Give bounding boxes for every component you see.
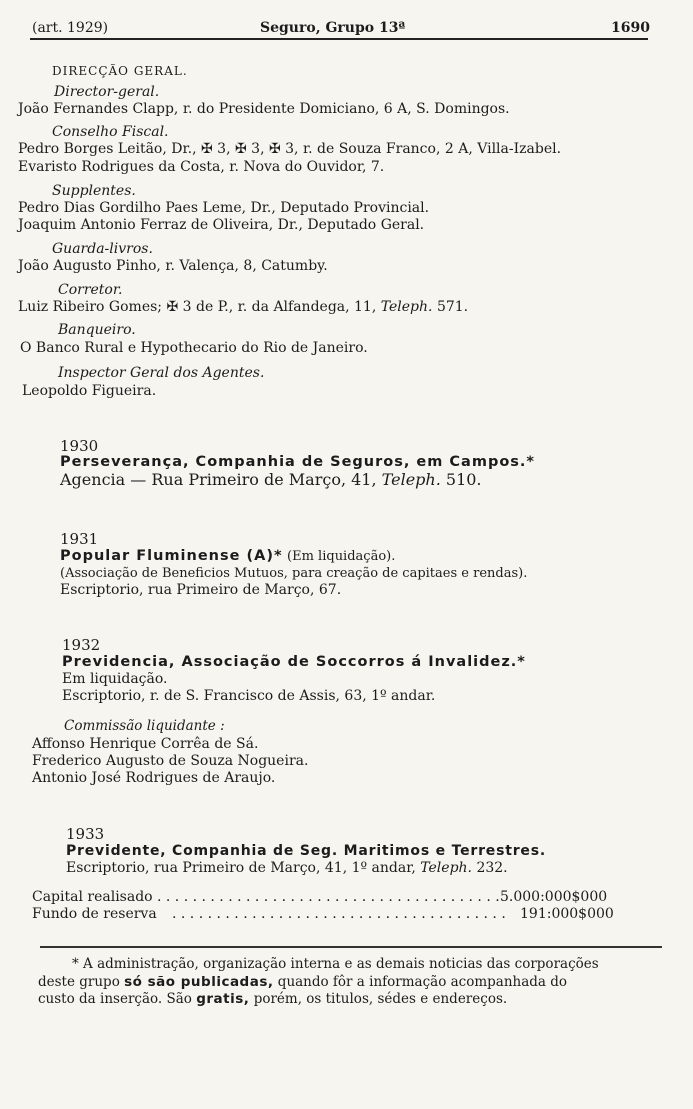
entry-number: 1931 (60, 530, 99, 548)
entry-address: Escriptorio, r. de S. Francisco de Assis, 63, 1º andar. (62, 688, 436, 704)
entry-address (66, 860, 508, 877)
commission-label: Commissão liquidante : (64, 718, 225, 734)
supplente-member: Joaquim Antonio Ferraz de Oliveira, Dr., Deputado Geral. (18, 217, 425, 233)
address-text: Escriptorio, rua Primeiro de Março, 41, 1º andar, (66, 860, 416, 876)
fundo-value: 191:000$000 (520, 906, 614, 922)
article-range: (art. 1929) (32, 20, 109, 36)
leader-dots: . . . . . . . . . . . . . . . . . . . . . . . . . . . . . . . . . . . . . . (172, 906, 506, 922)
entry-status: (Em liquidação). (287, 549, 396, 564)
corretor-text: Luiz Ribeiro Gomes; ✠ 3 de P., r. da Alfandega, 11, (18, 299, 377, 315)
commission-member: Frederico Augusto de Souza Nogueira. (32, 753, 309, 769)
entry-title: Previdente, Companhia de Seg. Maritimos e Terrestres. (66, 843, 546, 859)
capital-value: 5.000:000$000 (500, 889, 608, 905)
footnote-text: custo da inserção. São (38, 991, 192, 1007)
entry-title-row (60, 548, 395, 565)
entry-title: Popular Fluminense (A)* (60, 548, 283, 564)
corretor-label: Corretor. (58, 282, 123, 298)
footnote-emphasis: gratis, (196, 991, 250, 1007)
entry-title: Previdencia, Associação de Soccorros á Invalidez.* (62, 654, 526, 670)
page-number: 1690 (611, 20, 650, 36)
inspector-label: Inspector Geral dos Agentes. (58, 365, 265, 381)
commission-member: Antonio José Rodrigues de Araujo. (32, 770, 276, 786)
footnote-rule (40, 946, 662, 948)
leader-dots: . . . . . . . . . . . . . . . . . . . . . . . . . . . . . . . . . . . . . . . (157, 889, 500, 905)
banqueiro-entry: O Banco Rural e Hypothecario do Rio de Janeiro. (20, 340, 368, 356)
teleph-label: Teleph. (380, 299, 433, 315)
fiscal-member: Evaristo Rodrigues da Costa, r. Nova do Ouvidor, 7. (18, 159, 385, 175)
teleph-label: Teleph. (420, 860, 472, 876)
section-title: Seguro, Grupo 13ª (260, 20, 406, 36)
guarda-entry: João Augusto Pinho, r. Valença, 8, Catumby. (18, 258, 328, 274)
teleph-number: 571. (436, 299, 469, 315)
page-header (28, 18, 650, 40)
footnote-line: * A administração, organização interna e as demais noticias das corporações (72, 956, 599, 972)
footnote-text: deste grupo (38, 974, 120, 990)
fundo-label: Fundo de reserva (32, 906, 157, 922)
header-rule (30, 38, 648, 40)
commission-member: Affonso Henrique Corrêa de Sá. (32, 736, 259, 752)
entry-title: Perseverança, Companhia de Seguros, em Campos.* (60, 454, 536, 470)
capital-label: Capital realisado (32, 889, 153, 905)
corretor-entry (18, 299, 468, 316)
teleph-label: Teleph. (381, 470, 441, 489)
entry-description: (Associação de Beneficios Mutuos, para creação de capitaes e rendas). (60, 566, 528, 581)
supplentes-label: Supplentes. (52, 183, 136, 199)
inspector-entry: Leopoldo Figueira. (22, 383, 157, 399)
footnote-line (38, 973, 567, 991)
director-label: Director-geral. (54, 84, 160, 100)
guarda-label: Guarda-livros. (52, 241, 153, 257)
footnote-line (38, 990, 507, 1008)
address-text: Agencia — Rua Primeiro de Março, 41, (60, 470, 377, 489)
supplente-member: Pedro Dias Gordilho Paes Leme, Dr., Deputado Provincial. (18, 200, 430, 216)
entry-number: 1930 (60, 437, 99, 455)
fiscal-member: Pedro Borges Leitão, Dr., ✠ 3, ✠ 3, ✠ 3, r. de Souza Franco, 2 A, Villa-Izabel. (18, 141, 562, 157)
entry-status: Em liquidação. (62, 671, 168, 687)
teleph-number: 232. (476, 860, 508, 876)
teleph-number: 510. (445, 470, 482, 489)
footnote-text: porém, os titulos, sédes e endereços. (253, 991, 508, 1007)
directorate-heading: DIRECÇÃO GERAL. (52, 64, 188, 78)
director-entry: João Fernandes Clapp, r. do Presidente Domiciano, 6 A, S. Domingos. (18, 101, 510, 117)
footnote-emphasis: só são publicadas, (124, 974, 274, 990)
banqueiro-label: Banqueiro. (58, 322, 136, 338)
entry-address (60, 471, 482, 488)
footnote-text: quando fôr a informação acompanhada do (277, 974, 568, 990)
entry-number: 1933 (66, 825, 105, 843)
entry-number: 1932 (62, 636, 101, 654)
entry-address: Escriptorio, rua Primeiro de Março, 67. (60, 582, 342, 598)
fiscal-label: Conselho Fiscal. (52, 124, 169, 140)
